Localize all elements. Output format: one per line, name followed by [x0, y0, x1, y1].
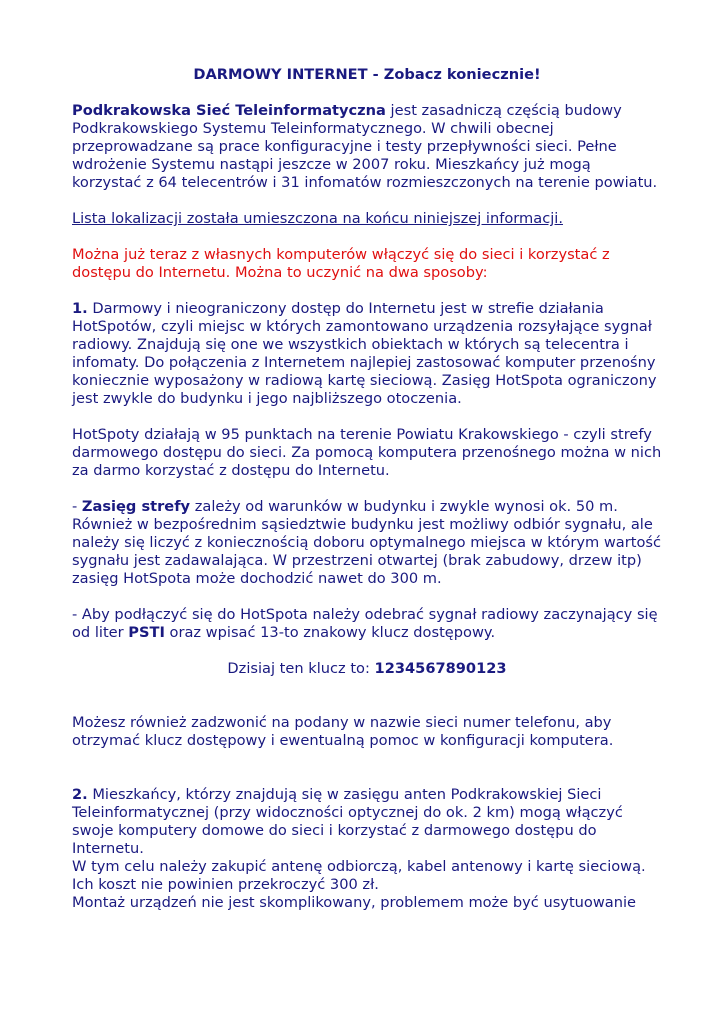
intro-bold: Podkrakowska Sieć Teleinformatyczna	[72, 102, 386, 119]
connect-text-2: oraz wpisać 13-to znakowy klucz dostępowy.	[164, 624, 496, 641]
section2-line-3: Ich koszt nie powinien przekroczyć 300 zł.	[72, 876, 379, 893]
hotspots-paragraph: HotSpoty działają w 95 punktach na terenie Powiatu Krakowskiego - czyli strefy darmowego dostępu do sieci. Za pomocą komputera przenośnego można w nich za darmo korzystać z dostępu do Internetu.	[72, 426, 662, 479]
intro-paragraph	[72, 102, 662, 192]
range-prefix: -	[72, 498, 82, 515]
range-bold: Zasięg strefy	[81, 498, 191, 515]
phone-paragraph: Możesz również zadzwonić na podany w nazwie sieci numer telefonu, aby otrzymać klucz dostępowy i ewentualną pomoc w konfiguracji komputera.	[72, 714, 614, 749]
section2-line-4: Montaż urządzeń nie jest skomplikowany, problemem może być usytuowanie	[72, 894, 637, 911]
section2-number: 2.	[72, 786, 88, 803]
intro-text: jest zasadniczą częścią budowy Podkrakowskiego Systemu Teleinformatycznego. W chwili obecnej przeprowadzane są prace konfiguracyjne i testy przepływności sieci. Pełne wdrożenie Systemu nastąpi jeszcze w 2007 roku. Mieszkańcy już mogą korzystać z 64 telecentrów i 31 infomatów rozmieszczonych na terenie powiatu.	[72, 102, 658, 191]
access-key-line	[72, 660, 662, 678]
access-key-value: 1234567890123	[374, 660, 507, 677]
section2-line-2: W tym celu należy zakupić antenę odbiorczą, kabel antenowy i kartę sieciową.	[72, 858, 646, 875]
range-paragraph	[72, 498, 662, 588]
network-prefix: PSTI	[128, 624, 165, 641]
red-notice: Można już teraz z własnych komputerów włączyć się do sieci i korzystać z dostępu do Internetu. Można to uczynić na dwa sposoby:	[72, 246, 610, 281]
connect-paragraph	[72, 606, 662, 642]
section1-text: Darmowy i nieograniczony dostęp do Internetu jest w strefie działania HotSpotów, czyli miejsc w których zamontowano urządzenia rozsyłające sygnał radiowy. Znajdują się one we wszystkich obiektach w których są telecentra i infomaty. Do połączenia z Internetem najlepiej zastosować komputer przenośny koniecznie wyposażony w radiową kartę sieciową. Zasięg HotSpota ograniczony jest zwykle do budynku i jego najbliższego otoczenia.	[72, 300, 657, 407]
section1-number: 1.	[72, 300, 88, 317]
section2-text: Mieszkańcy, którzy znajdują się w zasięgu anten Podkrakowskiej Sieci Teleinformatycznej (przy widoczności optycznej do ok. 2 km) mogą włączyć swoje komputery domowe do sieci i korzystać z darmowego dostępu do Internetu.	[72, 786, 623, 857]
section2-paragraph	[72, 786, 662, 912]
locations-link[interactable]: Lista lokalizacji została umieszczona na końcu niniejszej informacji.	[72, 210, 563, 227]
document-title: DARMOWY INTERNET - Zobacz koniecznie!	[193, 66, 541, 83]
connect-text-1: - Aby podłączyć się do HotSpota należy odebrać sygnał radiowy zaczynający się od liter	[72, 606, 658, 641]
access-key-label: Dzisiaj ten klucz to:	[227, 660, 375, 677]
range-text: zależy od warunków w budynku i zwykle wynosi ok. 50 m. Również w bezpośrednim sąsiedztwie budynku jest możliwy odbiór sygnału, ale należy się liczyć z koniecznością doboru optymalnego miejsca w którym wartość sygnału jest zadawalająca. W przestrzeni otwartej (brak zabudowy, drzew itp) zasięg HotSpota może dochodzić nawet do 300 m.	[72, 498, 662, 587]
document-page	[72, 66, 662, 912]
section1-paragraph	[72, 300, 662, 408]
